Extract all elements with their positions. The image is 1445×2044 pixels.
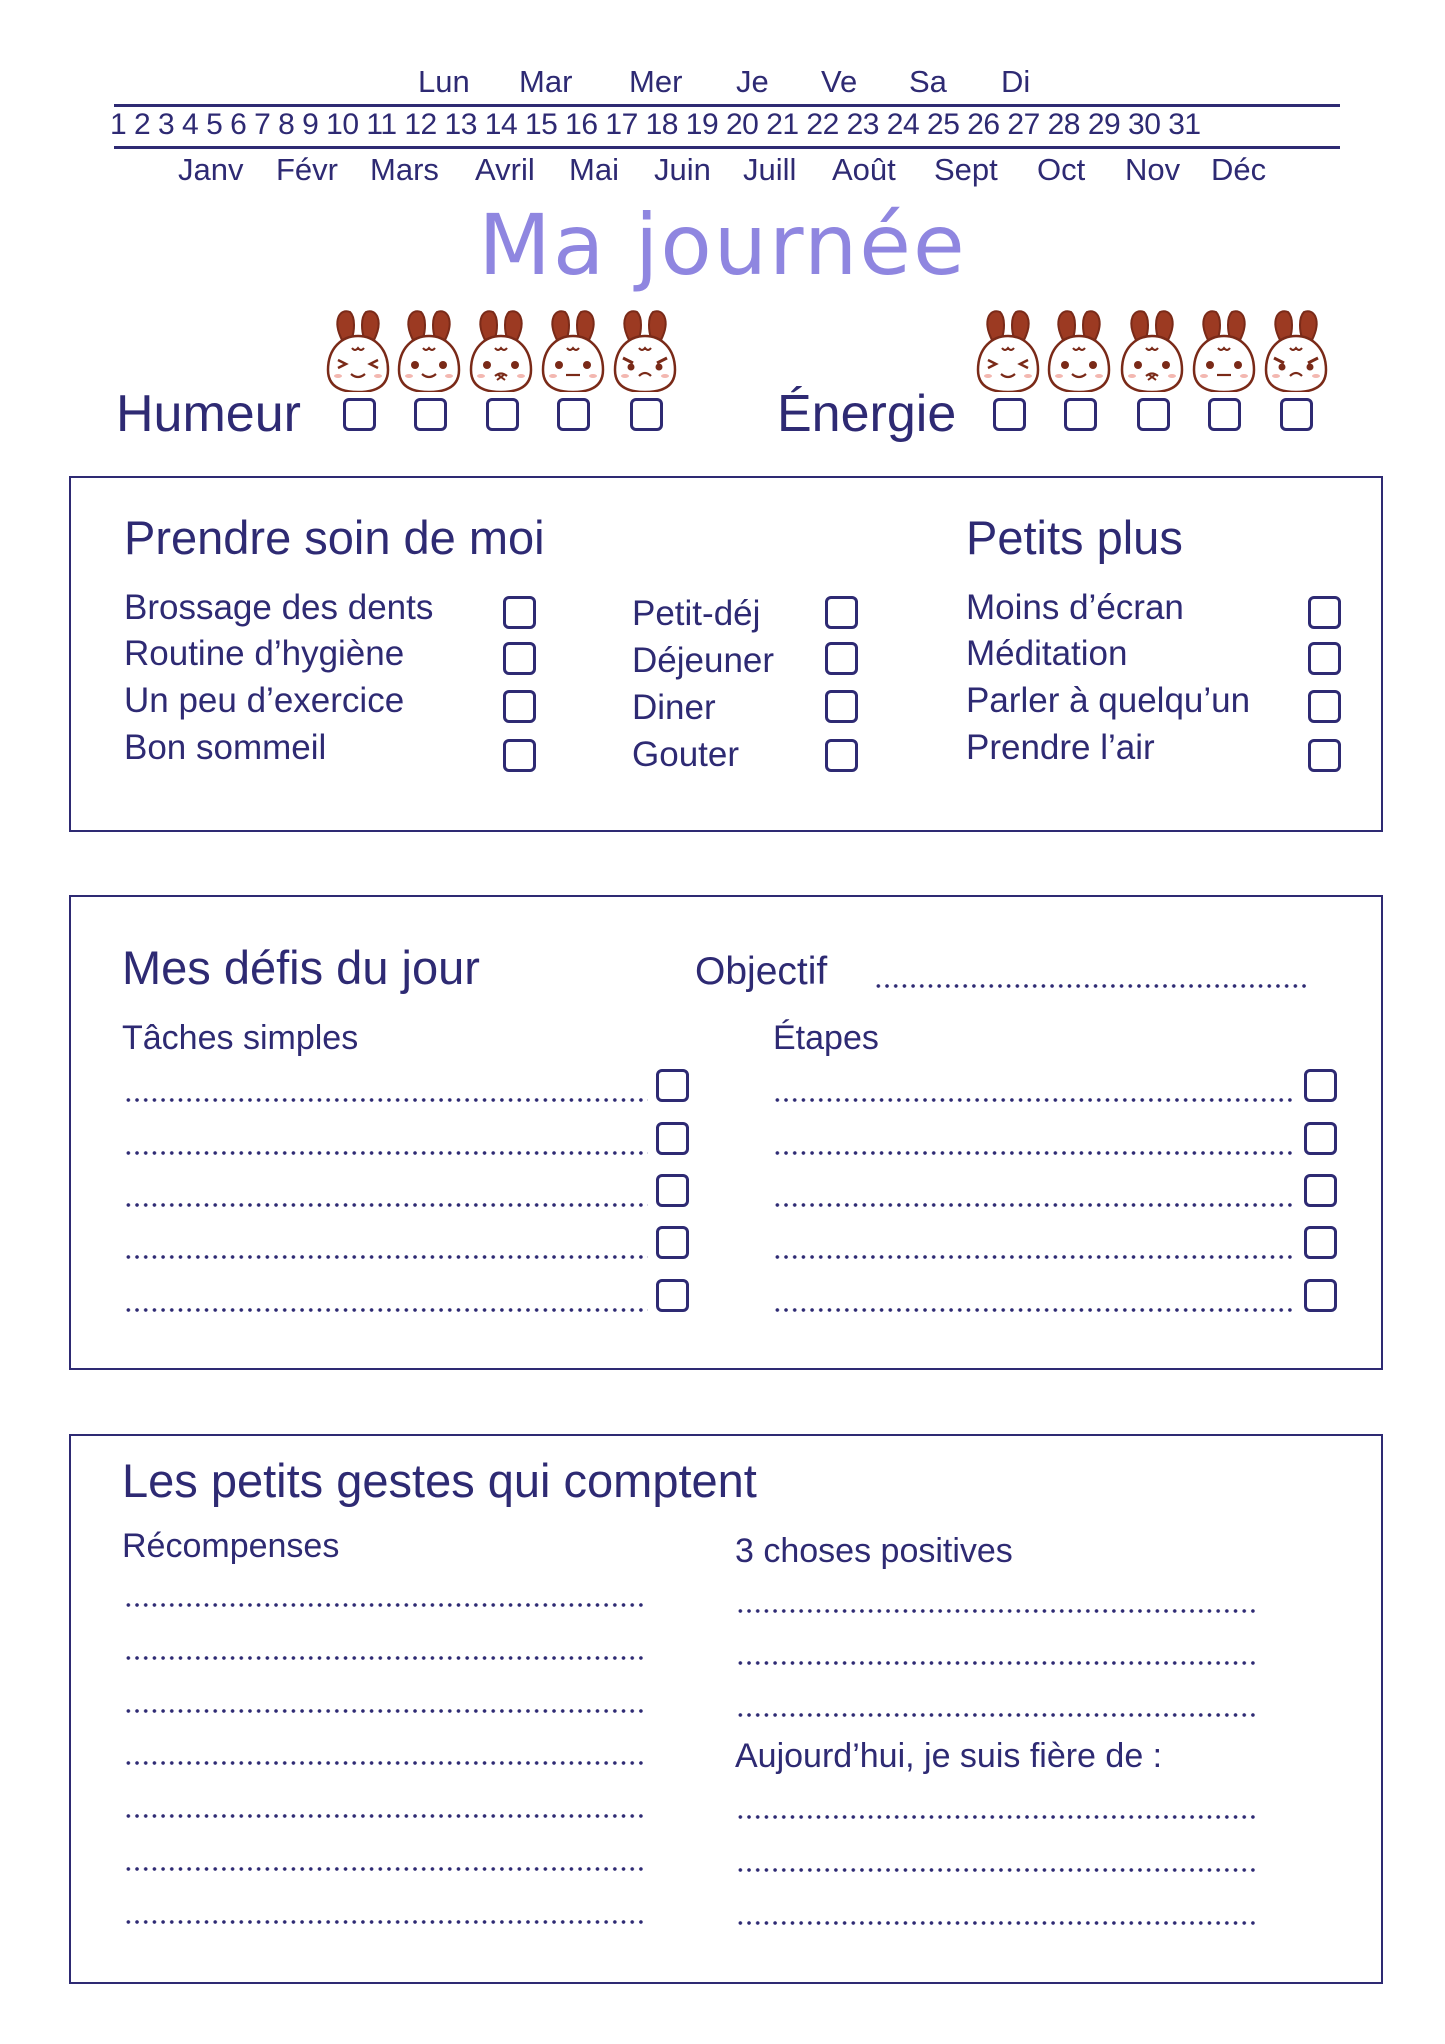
energy-bunny-face-1-icon [972,306,1044,392]
care-item-1: Brossage des dents [124,588,434,627]
care-item-2: Routine d’hygiène [124,634,405,673]
mood-checkbox-4[interactable] [557,398,590,431]
tasks-label: Tâches simples [122,1019,359,1057]
energy-label: Énergie [777,385,957,443]
weekday-thu[interactable]: Je [736,64,769,99]
reward-line-3[interactable] [124,1708,644,1714]
task-line-1[interactable] [124,1097,648,1103]
meal-checkbox-4[interactable] [825,739,858,772]
task-checkbox-4[interactable] [656,1226,689,1259]
task-line-2[interactable] [124,1150,648,1156]
month-feb[interactable]: Févr [276,152,338,187]
month-mar[interactable]: Mars [370,152,439,187]
extras-checkbox-1[interactable] [1308,596,1341,629]
extras-item-4: Prendre l’air [966,728,1155,767]
rewards-label: Récompenses [122,1527,340,1565]
proud-label: Aujourd’hui, je suis fière de : [735,1737,1163,1775]
mood-bunny-face-2-icon [393,306,465,392]
date-row[interactable]: 1 2 3 4 5 6 7 8 9 10 11 12 13 14 15 16 17 18 19 20 21 22 23 24 25 26 27 28 29 30 31 [110,108,1201,141]
step-line-3[interactable] [773,1202,1293,1208]
extras-item-2: Méditation [966,634,1128,673]
proud-line-1[interactable] [736,1814,1256,1820]
month-dec[interactable]: Déc [1211,152,1267,187]
month-nov[interactable]: Nov [1125,152,1181,187]
energy-checkbox-3[interactable] [1137,398,1170,431]
energy-checkbox-2[interactable] [1064,398,1097,431]
step-line-1[interactable] [773,1097,1293,1103]
step-checkbox-1[interactable] [1304,1069,1337,1102]
proud-line-2[interactable] [736,1867,1256,1873]
step-checkbox-2[interactable] [1304,1122,1337,1155]
care-item-3: Un peu d’exercice [124,681,405,720]
self-care-title: Prendre soin de moi [124,511,545,564]
page-title: Ma journée [478,196,967,294]
mood-checkbox-2[interactable] [414,398,447,431]
extras-title: Petits plus [966,511,1183,564]
care-checkbox-3[interactable] [503,690,536,723]
step-checkbox-4[interactable] [1304,1226,1337,1259]
positives-label: 3 choses positives [735,1532,1013,1570]
task-checkbox-5[interactable] [656,1279,689,1312]
month-jun[interactable]: Juin [654,152,711,187]
calendar-bottom-rule [114,146,1340,149]
energy-bunny-face-4-icon [1188,306,1260,392]
reward-line-4[interactable] [124,1760,644,1766]
meal-item-1: Petit-déj [632,594,761,633]
extras-item-3: Parler à quelqu’un [966,681,1251,720]
month-oct[interactable]: Oct [1037,152,1086,187]
weekday-tue[interactable]: Mar [519,64,573,99]
step-line-2[interactable] [773,1150,1293,1156]
care-checkbox-1[interactable] [503,596,536,629]
care-checkbox-2[interactable] [503,642,536,675]
weekday-mon[interactable]: Lun [418,64,470,99]
month-sep[interactable]: Sept [934,152,998,187]
meal-checkbox-1[interactable] [825,596,858,629]
positive-line-2[interactable] [736,1660,1256,1666]
reward-line-1[interactable] [124,1602,644,1608]
month-apr[interactable]: Avril [475,152,535,187]
positive-line-3[interactable] [736,1712,1256,1718]
energy-checkbox-5[interactable] [1280,398,1313,431]
meal-item-3: Diner [632,688,716,727]
month-jan[interactable]: Janv [178,152,244,187]
meal-checkbox-3[interactable] [825,690,858,723]
mood-checkbox-5[interactable] [630,398,663,431]
energy-checkbox-4[interactable] [1208,398,1241,431]
task-checkbox-2[interactable] [656,1122,689,1155]
calendar-top-rule [114,104,1340,107]
mood-checkbox-3[interactable] [486,398,519,431]
mood-label: Humeur [116,385,301,443]
mood-bunny-face-3-icon [465,306,537,392]
step-line-5[interactable] [773,1307,1293,1313]
objective-label: Objectif [695,950,828,993]
mood-checkbox-1[interactable] [343,398,376,431]
positive-line-1[interactable] [736,1608,1256,1614]
meal-checkbox-2[interactable] [825,642,858,675]
weekday-sun[interactable]: Di [1001,64,1031,99]
objective-line[interactable] [874,983,1306,989]
task-line-3[interactable] [124,1202,648,1208]
reward-line-2[interactable] [124,1655,644,1661]
weekday-sat[interactable]: Sa [909,64,947,99]
mood-bunny-face-4-icon [537,306,609,392]
energy-checkbox-1[interactable] [993,398,1026,431]
extras-checkbox-2[interactable] [1308,642,1341,675]
weekday-wed[interactable]: Mer [629,64,683,99]
month-jul[interactable]: Juill [743,152,797,187]
meal-item-4: Gouter [632,735,739,774]
weekday-fri[interactable]: Ve [821,64,858,99]
task-checkbox-1[interactable] [656,1069,689,1102]
month-aug[interactable]: Août [832,152,896,187]
extras-item-1: Moins d’écran [966,588,1184,627]
mood-bunny-face-1-icon [322,306,394,392]
energy-bunny-face-3-icon [1116,306,1188,392]
proud-line-3[interactable] [736,1920,1256,1926]
mood-bunny-face-5-icon [609,306,681,392]
month-may[interactable]: Mai [569,152,619,187]
care-checkbox-4[interactable] [503,739,536,772]
steps-label: Étapes [773,1019,879,1057]
step-checkbox-3[interactable] [1304,1174,1337,1207]
reward-line-5[interactable] [124,1813,644,1819]
energy-bunny-face-5-icon [1260,306,1332,392]
step-checkbox-5[interactable] [1304,1279,1337,1312]
energy-bunny-face-2-icon [1043,306,1115,392]
gestures-title: Les petits gestes qui comptent [122,1454,757,1507]
reward-line-6[interactable] [124,1866,644,1872]
task-line-5[interactable] [124,1307,648,1313]
meal-item-2: Déjeuner [632,641,775,680]
care-item-4: Bon sommeil [124,728,327,767]
extras-checkbox-3[interactable] [1308,690,1341,723]
extras-checkbox-4[interactable] [1308,739,1341,772]
reward-line-7[interactable] [124,1919,644,1925]
task-checkbox-3[interactable] [656,1174,689,1207]
step-line-4[interactable] [773,1254,1293,1260]
task-line-4[interactable] [124,1254,648,1260]
challenges-title: Mes défis du jour [122,941,480,994]
